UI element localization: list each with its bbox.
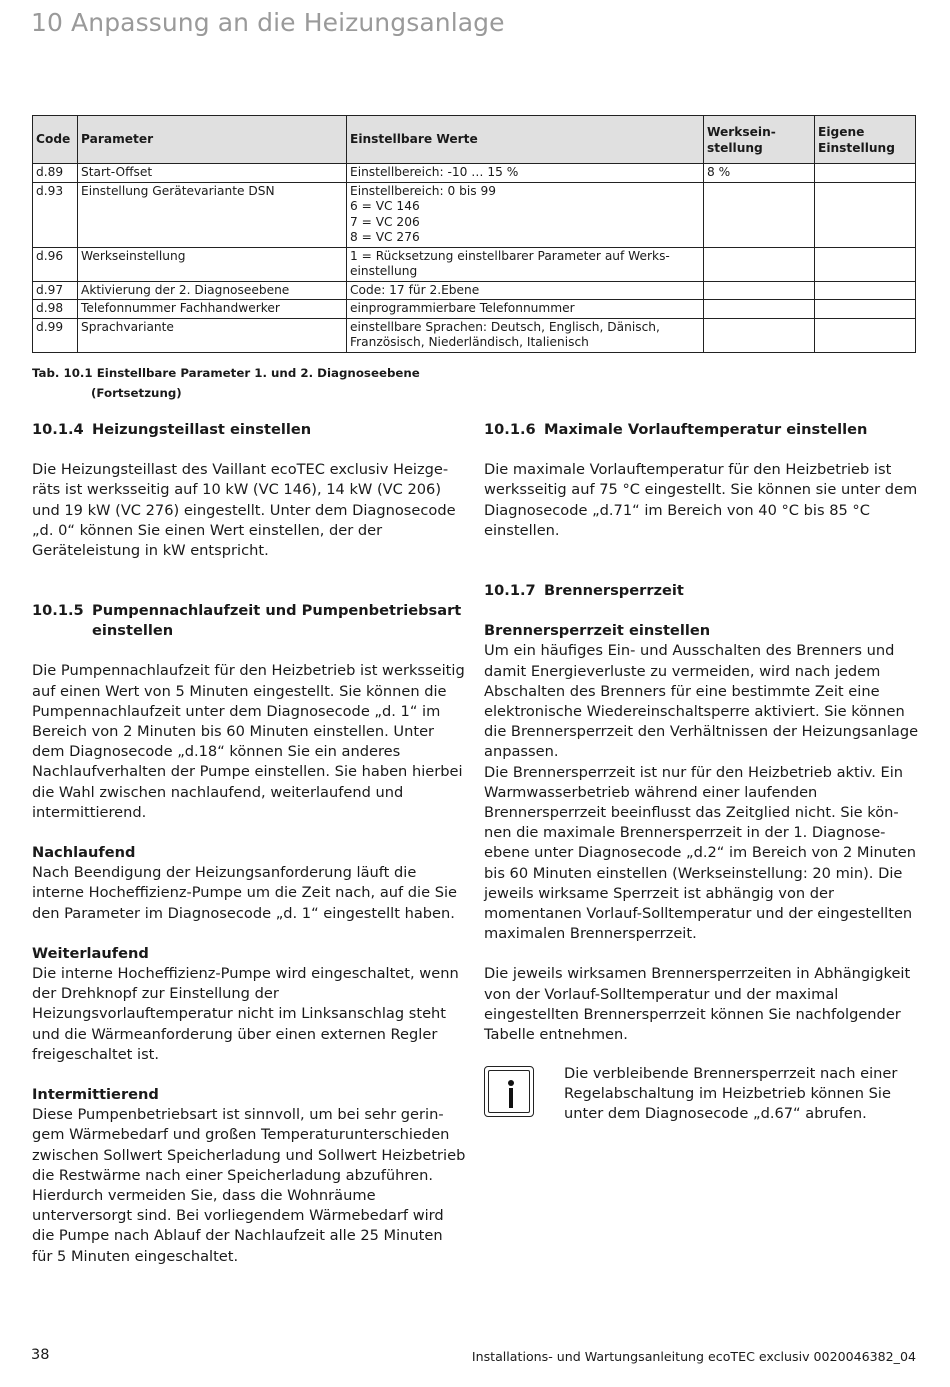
value-line: einstellung — [350, 264, 418, 278]
section-heading — [484, 581, 919, 601]
col-header-werkseinstellung: Werksein- stellung — [704, 116, 815, 164]
info-note-text: Die verbleibende Brennersperrzeit nach einer Regelabschaltung im Heizbetrieb können Sie unter dem Diagnosecode „d.67“ abrufen. — [564, 1065, 898, 1123]
section-number: 10.1.5 — [32, 602, 84, 619]
subsection-title: Brennersperrzeit einstellen — [484, 622, 711, 640]
parameter-table — [32, 115, 916, 353]
section-10-1-6 — [484, 420, 919, 541]
section-10-1-5 — [32, 601, 467, 1267]
col-header-parameter: Parameter — [78, 116, 347, 164]
table-row — [33, 318, 916, 352]
value-line: Französisch, Niederländisch, Italienisch — [350, 335, 589, 349]
section-title: Brennersperrzeit — [544, 582, 684, 599]
value-line: Code: 17 für 2.Ebene — [350, 282, 480, 297]
subsection-title-nachlaufend: Nachlaufend — [32, 844, 136, 862]
page-number: 38 — [31, 1347, 50, 1363]
cell-code: d.97 — [33, 281, 78, 300]
col-header-eigene: Eigene Einstellung — [815, 116, 916, 164]
subsection-body-weiterlaufend: Die interne Hocheffizienz-Pumpe wird eingeschaltet, wenn der Drehknopf zur Einstellung der Heizungsvorlauftemperatur nicht im Linksanschlag steht und die Wärmeanforderung über einen externen Regler freigeschaltet ist. — [32, 965, 459, 1063]
page-title: 10 Anpassung an die Heizungsanlage — [31, 8, 505, 37]
value-line: 7 = VC 206 — [350, 214, 420, 229]
cell-values — [347, 281, 704, 300]
table-row — [33, 182, 916, 247]
cell-eigene — [815, 182, 916, 247]
value-line: Einstellbereich: -10 … 15 % — [350, 165, 519, 179]
section-body-2: Die Brennersperrzeit ist nur für den Heizbetrieb aktiv. Ein Warmwasserbetrieb während einer laufenden Brennersperrzeit beeinflusst das Zeitglied nicht. Sie können die maximale Brennersperrzeit in der 1. Diagnoseebene unter Diagnosecode „d.2“ im Bereich von 2 Minuten bis 60 Minuten einstellen (Werkseinstellung: 20 min). Die jeweils wirksame Sperrzeit ist abhängig von der momentanen Vorlauf-Solltemperatur und der eingestellten maximalen Brennersperrzeit. — [484, 763, 916, 943]
info-icon — [484, 1066, 534, 1117]
subsection-body-nachlaufend: Nach Beendigung der Heizungsanforderung läuft die interne Hocheffizienz-Pumpe um die Zeit nach, auf die Sie den Parameter im Diagnosecode „d. 1“ eingestellt haben. — [32, 864, 458, 922]
value-line: einprogrammierbare Telefonnummer — [350, 301, 575, 315]
cell-code: d.93 — [33, 182, 78, 247]
table-caption-text: Tab. 10.1 Einstellbare Parameter 1. und 2. Diagnoseebene — [32, 366, 420, 380]
section-heading — [32, 601, 467, 641]
cell-werkseinstellung — [704, 318, 815, 352]
subsection-body-intermittierend: Diese Pumpenbetriebsart ist sinnvoll, um bei sehr geringem Wärmebedarf und großen Temperaturunterschieden zwischen Sollwert Speicherladung und Sollwert Heizbetrieb die Restwärme nach einer Speicherladung abzuführen. Hierdurch vermeiden Sie, dass die Wohnräume unterversorgt sind. Bei vorliegendem Wärmebedarf wird die Pumpe nach Ablauf der Nachlaufzeit alle 25 Minuten für 5 Minuten eingeschaltet. — [32, 1106, 466, 1265]
section-title: Maximale Vorlauftemperatur einstellen — [544, 421, 868, 438]
section-title: Pumpennachlaufzeit und Pumpenbetriebsart einstellen — [92, 602, 462, 640]
table-row — [33, 281, 916, 300]
cell-werkseinstellung — [704, 300, 815, 319]
table-caption-continuation: (Fortsetzung) — [91, 386, 182, 400]
section-body-1: Um ein häufiges Ein- und Ausschalten des Brenners und damit Energieverluste zu vermeiden, wird nach jedem Abschalten des Brenners für eine bestimmte Zeit eine elektronische Wiedereinschaltsperre aktiviert. Sie können die Brennersperrzeit den Verhältnissen der Heizungsanlage anpassen. — [484, 642, 919, 761]
cell-code: d.96 — [33, 247, 78, 281]
cell-values — [347, 164, 704, 183]
cell-eigene — [815, 300, 916, 319]
document-footer: Installations- und Wartungsanleitung ecoTEC exclusiv 0020046382_04 — [471, 1349, 916, 1364]
value-line: 6 = VC 146 — [350, 199, 420, 213]
cell-eigene — [815, 281, 916, 300]
cell-values — [347, 247, 704, 281]
cell-werkseinstellung — [704, 281, 815, 300]
cell-werkseinstellung — [704, 182, 815, 247]
value-line: 8 = VC 276 — [350, 230, 420, 244]
table-caption — [32, 363, 420, 403]
section-number: 10.1.4 — [32, 421, 84, 438]
cell-code: d.89 — [33, 164, 78, 183]
table-row — [33, 300, 916, 319]
table-header-row — [33, 116, 916, 164]
section-body: Die Heizungsteillast des Vaillant ecoTEC exclusiv Heizgeräts ist werksseitig auf 10 kW (VC 146), 14 kW (VC 206) und 19 kW (VC 276) eingestellt. Unter dem Diagnosecode „d. 0“ können Sie einen Wert einstellen, der der Geräteleistung in kW entspricht. — [32, 461, 456, 560]
cell-werkseinstellung: 8 % — [704, 164, 815, 183]
subsection-title-weiterlaufend: Weiterlaufend — [32, 944, 149, 962]
cell-parameter: Aktivierung der 2. Diagnoseebene — [78, 281, 347, 300]
section-number: 10.1.7 — [484, 582, 536, 599]
cell-parameter: Start-Offset — [78, 164, 347, 183]
col-header-values: Einstellbare Werte — [347, 116, 704, 164]
value-line: einstellbare Sprachen: Deutsch, Englisch, Dänisch, — [350, 319, 660, 334]
value-line: 1 = Rücksetzung einstellbarer Parameter auf Werks- — [350, 248, 670, 263]
cell-values — [347, 182, 704, 247]
cell-values — [347, 300, 704, 319]
cell-werkseinstellung — [704, 247, 815, 281]
cell-code: d.98 — [33, 300, 78, 319]
cell-parameter: Sprachvariante — [78, 318, 347, 352]
table-row — [33, 247, 916, 281]
section-heading — [32, 420, 467, 440]
col-header-code: Code — [33, 116, 78, 164]
cell-parameter: Werkseinstellung — [78, 247, 347, 281]
cell-values — [347, 318, 704, 352]
cell-code: d.99 — [33, 318, 78, 352]
cell-parameter: Einstellung Gerätevariante DSN — [78, 182, 347, 247]
section-heading — [484, 420, 919, 440]
section-body-3: Die jeweils wirksamen Brennersperrzeiten in Abhängigkeit von der Vorlauf-Solltemperatur und der maximal eingestellten Brennersperrzeit können Sie nachfolgender Tabelle entnehmen. — [484, 965, 911, 1044]
cell-eigene — [815, 164, 916, 183]
table-row — [33, 164, 916, 183]
cell-eigene — [815, 247, 916, 281]
value-line: Einstellbereich: 0 bis 99 — [350, 183, 496, 198]
section-body: Die maximale Vorlauftemperatur für den Heizbetrieb ist werksseitig auf 75 °C eingestellt. Sie können sie unter dem Diagnosecode „d.71“ im Bereich von 40 °C bis 85 °C einstellen. — [484, 461, 918, 539]
section-10-1-7 — [484, 581, 919, 1045]
section-number: 10.1.6 — [484, 421, 536, 438]
section-10-1-4 — [32, 420, 467, 561]
section-title: Heizungsteillast einstellen — [92, 421, 312, 438]
cell-parameter: Telefonnummer Fachhandwerker — [78, 300, 347, 319]
cell-eigene — [815, 318, 916, 352]
subsection-title-intermittierend: Intermittierend — [32, 1086, 159, 1104]
section-body: Die Pumpennachlaufzeit für den Heizbetrieb ist werksseitig auf einen Wert von 5 Minuten eingestellt. Sie können die Pumpennachlaufzeit unter dem Diagnosecode „d. 1“ im Bereich von 2 Minuten bis 60 Minuten einstellen. Unter dem Diagnosecode „d.18“ können Sie ein anderes Nachlaufverhalten der Pumpe einstellen. Sie haben hierbei die Wahl zwischen nachlaufend, weiterlaufend und intermittierend. — [32, 662, 465, 821]
